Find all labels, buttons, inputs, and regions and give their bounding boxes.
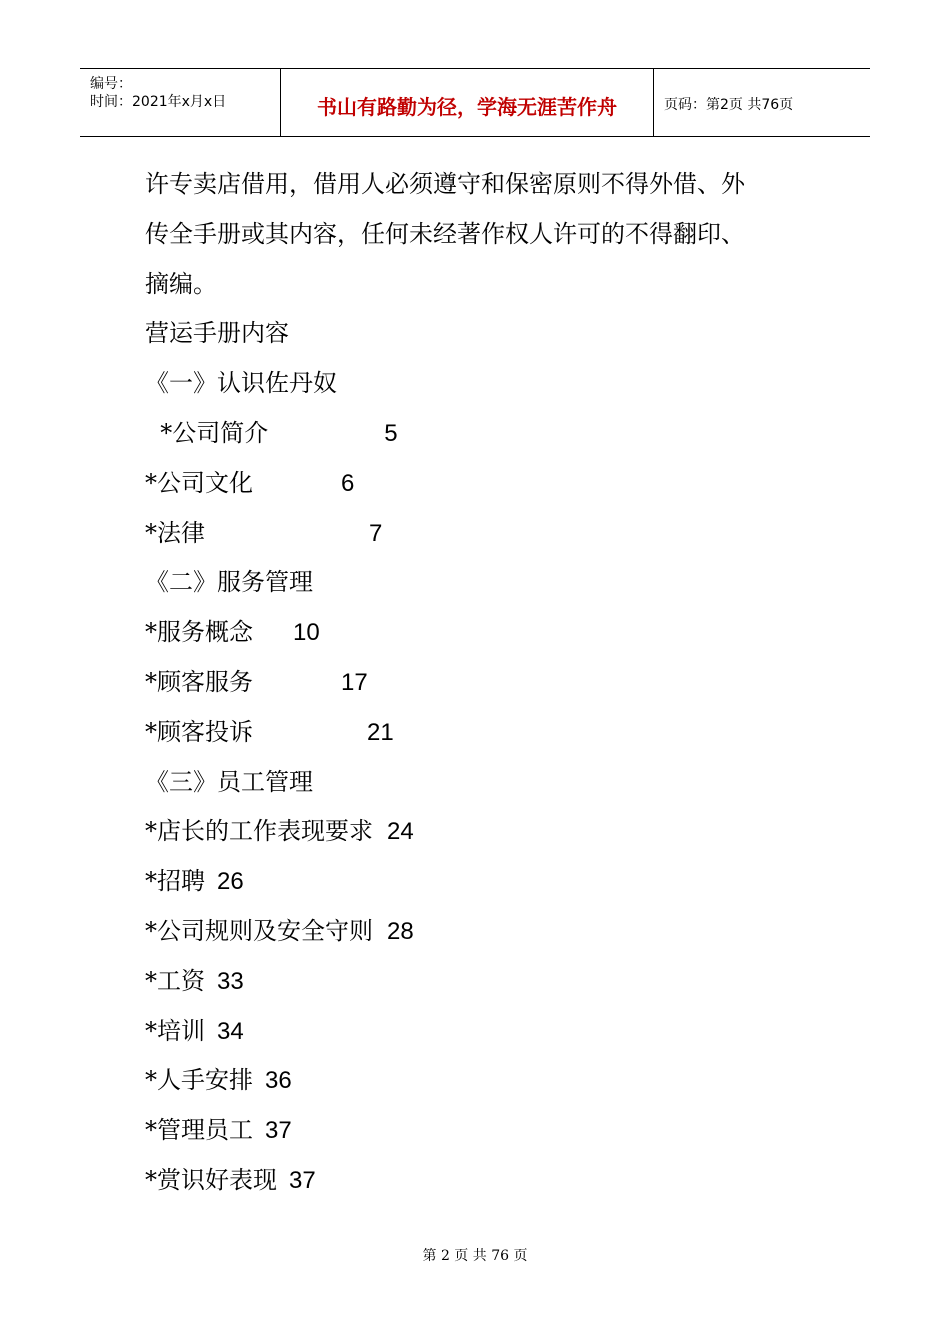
toc-entry-text: *顾客服务 [145, 667, 253, 696]
toc-entry-text: *培训 [145, 1016, 205, 1045]
toc-entry [145, 658, 825, 708]
toc-title: 营运手册内容 [145, 319, 289, 348]
toc-page-number: 28 [387, 917, 414, 945]
toc-page-number: 21 [367, 718, 394, 746]
toc-entry-text: *法律 [145, 518, 205, 547]
toc-entry-text: *服务概念 [145, 618, 253, 647]
toc-entry [145, 1106, 825, 1156]
toc-entry [145, 459, 825, 509]
toc-page-number: 37 [265, 1117, 292, 1145]
page-header [80, 68, 870, 137]
toc-entry-text: 《一》认识佐丹奴 [145, 369, 337, 398]
toc-page-number: 7 [369, 519, 383, 547]
toc-entry [145, 857, 825, 907]
toc-page-number: 24 [387, 818, 414, 846]
toc-entry-text: *公司文化 [145, 468, 253, 497]
toc-page-number: 5 [384, 419, 398, 447]
toc-entry-text: *公司规则及安全守则 [145, 916, 373, 945]
toc-page-number: 36 [265, 1067, 292, 1095]
number-label: 编号： [90, 76, 132, 92]
header-left-cell [80, 69, 281, 136]
page-info: 页码：第2页 共76页 [664, 97, 794, 113]
toc-section-heading [145, 758, 825, 808]
motto-text: 书山有路勤为径，学海无涯苦作舟 [317, 95, 617, 119]
toc-section-heading [145, 558, 825, 608]
toc-entry-text: *招聘 [145, 867, 205, 896]
toc-page-number: 17 [341, 668, 368, 696]
header-right-cell [654, 69, 870, 136]
toc-entry [145, 708, 825, 758]
toc-entry-text: *工资 [145, 966, 205, 995]
time-label: 时间：2021年x月x日 [90, 94, 227, 110]
toc-entry [145, 509, 825, 559]
toc-page-number: 10 [293, 619, 320, 647]
toc-page-number: 26 [217, 868, 244, 896]
paragraph-line: 传全手册或其内容，任何未经著作权人许可的不得翻印、 [145, 219, 745, 248]
document-body [145, 160, 825, 1206]
header-middle-cell [281, 69, 654, 136]
toc-entry [145, 409, 825, 459]
toc-entry [145, 1056, 825, 1106]
toc-section-heading [145, 359, 825, 409]
toc-entry-text: *人手安排 [145, 1066, 253, 1095]
toc-page-number: 6 [341, 469, 355, 497]
toc-entry-text: *赏识好表现 [145, 1165, 277, 1194]
paragraph-line: 摘编。 [145, 269, 217, 298]
toc-page-number: 34 [217, 1017, 244, 1045]
toc-entry [145, 1007, 825, 1057]
toc-entry [145, 957, 825, 1007]
toc-entry-text: 《二》服务管理 [145, 568, 313, 597]
paragraph-line: 许专卖店借用，借用人必须遵守和保密原则不得外借、外 [145, 170, 745, 198]
page-footer: 第 2 页 共 76 页 [422, 1248, 528, 1264]
toc-entry-text: *管理员工 [145, 1116, 253, 1145]
toc-page-number: 33 [217, 967, 244, 995]
toc-entry [145, 807, 825, 857]
toc-entry-text: *公司简介 [145, 418, 269, 447]
toc-entry-text: *顾客投诉 [145, 717, 253, 746]
toc-entry-text: 《三》员工管理 [145, 767, 313, 796]
toc-entry-text: *店长的工作表现要求 [145, 817, 373, 846]
toc-entry [145, 608, 825, 658]
toc-page-number: 37 [289, 1166, 316, 1194]
toc-entry [145, 1156, 825, 1206]
toc-entry [145, 907, 825, 957]
